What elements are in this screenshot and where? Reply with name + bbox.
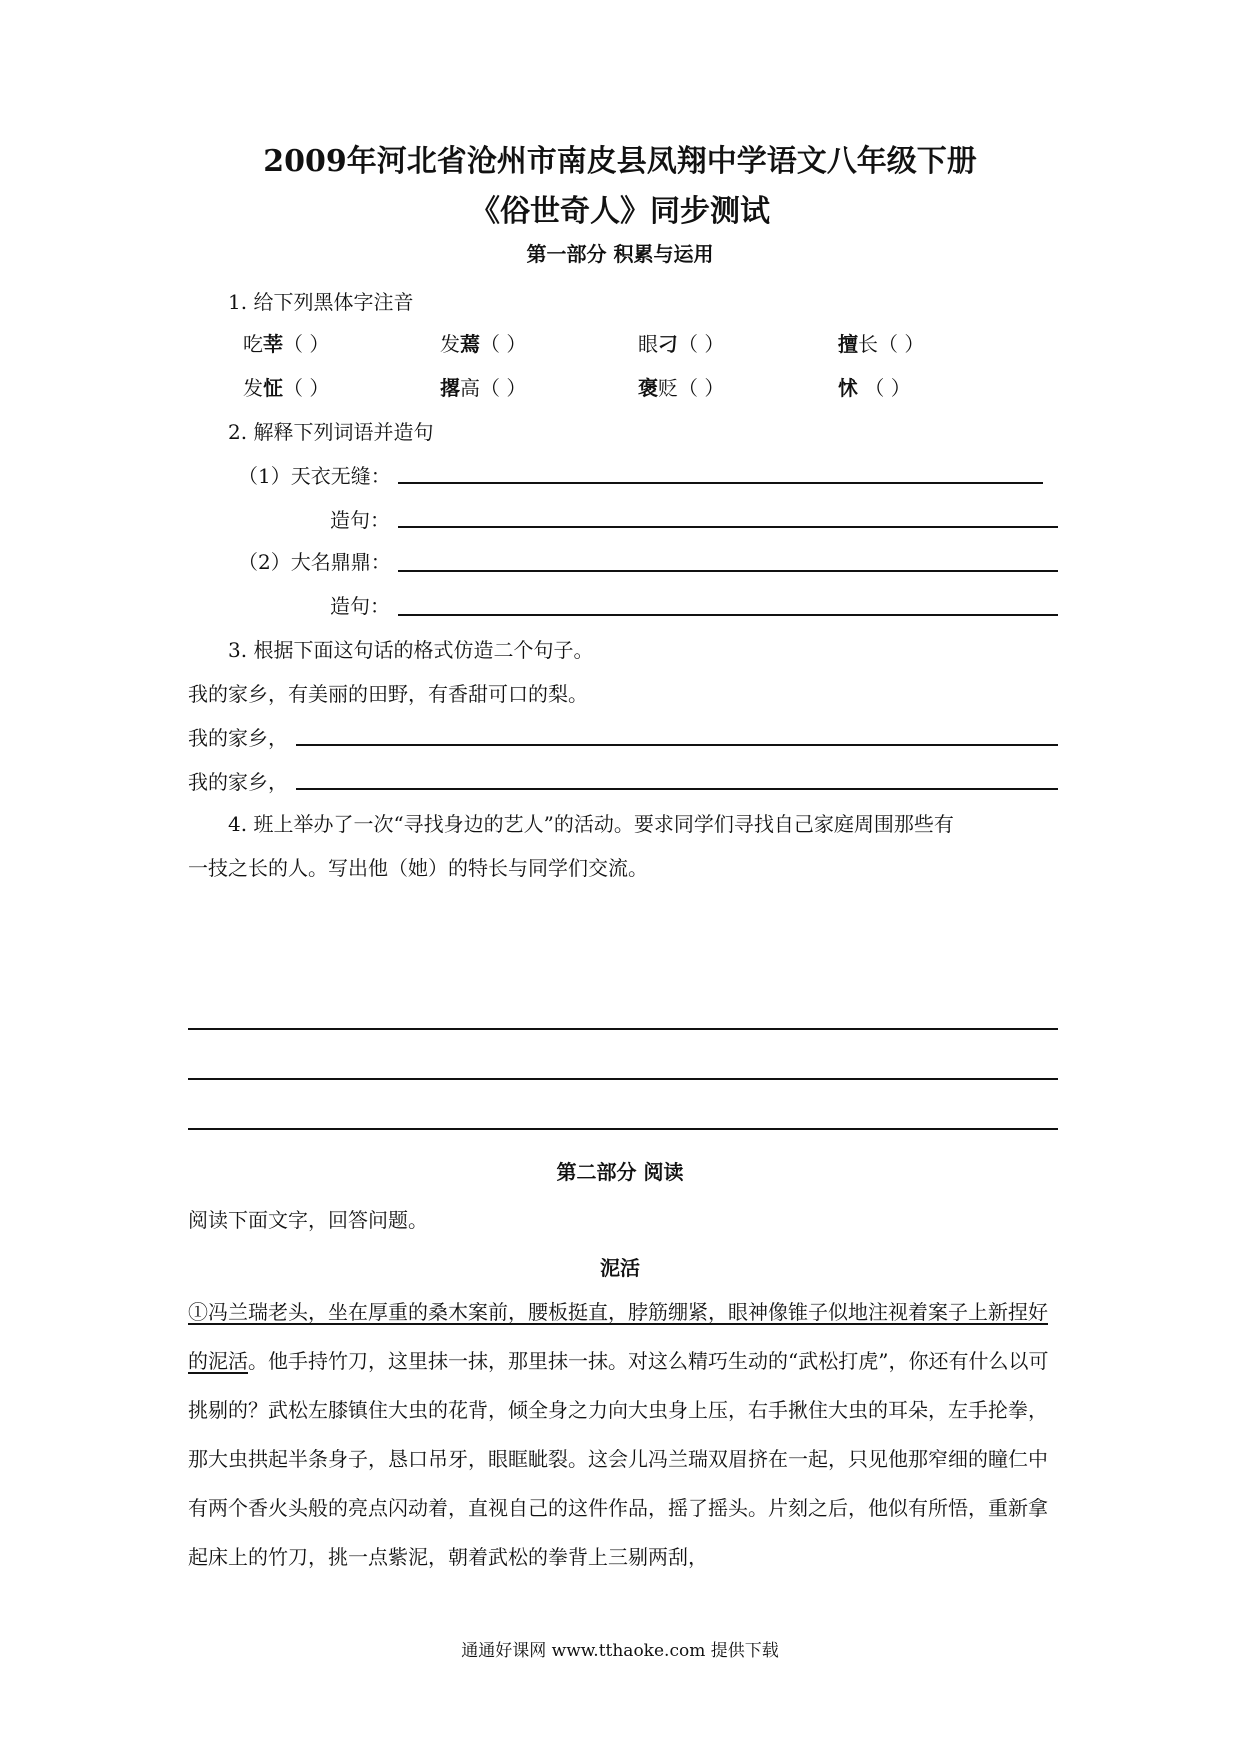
q3-label: 3. 根据下面这句话的格式仿造二个句子。 — [228, 638, 594, 662]
q1-label: 1. 给下列黑体字注音 — [228, 290, 414, 314]
bold-char: 擅 — [838, 332, 858, 356]
q2-item1-label: （1）天衣无缝： — [238, 464, 391, 488]
q3-prompt-1: 我的家乡， — [188, 726, 288, 750]
answer-line — [188, 1028, 1058, 1030]
answer-line — [398, 570, 1058, 572]
answer-line — [398, 482, 1043, 484]
q4-line-2: 一技之长的人。写出他（她）的特长与同学们交流。 — [188, 856, 648, 880]
pinyin-item: 发怔（ ） — [243, 376, 330, 400]
bold-char: 刁 — [658, 332, 678, 356]
bold-char: 蔫 — [460, 332, 480, 356]
pinyin-item: 褒贬（ ） — [638, 376, 725, 400]
answer-line — [398, 526, 1058, 528]
part1-heading: 第一部分 积累与运用 — [526, 242, 714, 266]
answer-line — [188, 1078, 1058, 1080]
answer-line — [296, 788, 1058, 790]
q2-item1-sentence-label: 造句： — [330, 508, 390, 532]
q2-label: 2. 解释下列词语并造句 — [228, 420, 434, 444]
pinyin-item: 怵 （ ） — [838, 376, 911, 400]
q2-item2-sentence-label: 造句： — [330, 594, 390, 618]
q3-prompt-2: 我的家乡， — [188, 770, 288, 794]
reading-intro: 阅读下面文字，回答问题。 — [188, 1208, 428, 1232]
pinyin-item: 吃莘（ ） — [243, 332, 330, 356]
bold-char: 莘 — [263, 332, 283, 356]
q2-item2-label: （2）大名鼎鼎： — [238, 550, 391, 574]
page-footer: 通通好课网 www.tthaoke.com 提供下载 — [461, 1641, 779, 1661]
answer-line — [398, 614, 1058, 616]
pinyin-item: 撂高（ ） — [440, 376, 527, 400]
answer-line — [296, 744, 1058, 746]
answer-line — [188, 1128, 1058, 1130]
passage-text: 。他手持竹刀，这里抹一抹，那里抹一抹。对这么精巧生动的“武松打虎”，你还有什么以可挑剔的？武松左膝镇住大虫的花背，倾全身之力向大虫身上压，右手揪住大虫的耳朵，左手抡拳，那大虫拱起半条身子，恳口吊牙，眼眶眦裂。这会儿冯兰瑞双眉挤在一起，只见他那窄细的瞳仁中有两个香火头般的亮点闪动着，直视自己的这件作品，摇了摇头。片刻之后，他似有所悟，重新拿起床上的竹刀，挑一点紫泥，朝着武松的拳背上三剔两刮， — [188, 1349, 1049, 1569]
pinyin-item: 擅长（ ） — [838, 332, 925, 356]
passage-paragraph — [188, 1288, 1060, 1582]
q3-example: 我的家乡，有美丽的田野，有香甜可口的梨。 — [188, 682, 588, 706]
passage-title: 泥活 — [600, 1256, 640, 1280]
bold-char: 怔 — [263, 376, 283, 400]
q4-line-1: 4. 班上举办了一次“寻找身边的艺人”的活动。要求同学们寻找自己家庭周围那些有 — [228, 812, 954, 836]
bold-char: 撂 — [440, 376, 460, 400]
bold-char: 褒 — [638, 376, 658, 400]
title-line-1: 2009年河北省沧州市南皮县凤翔中学语文八年级下册 — [263, 144, 977, 179]
part2-heading: 第二部分 阅读 — [556, 1160, 684, 1184]
title-line-2: 《俗世奇人》同步测试 — [470, 194, 770, 229]
bold-char: 怵 — [838, 376, 858, 400]
pinyin-item: 眼刁（ ） — [638, 332, 725, 356]
passage-underlined-text: ①冯兰瑞老头，坐在厚重的桑木案前，腰板挺直，脖筋绷紧，眼神像锥子似地注视着案子上新捏好的泥活 — [188, 1300, 1048, 1373]
pinyin-item: 发蔫（ ） — [440, 332, 527, 356]
